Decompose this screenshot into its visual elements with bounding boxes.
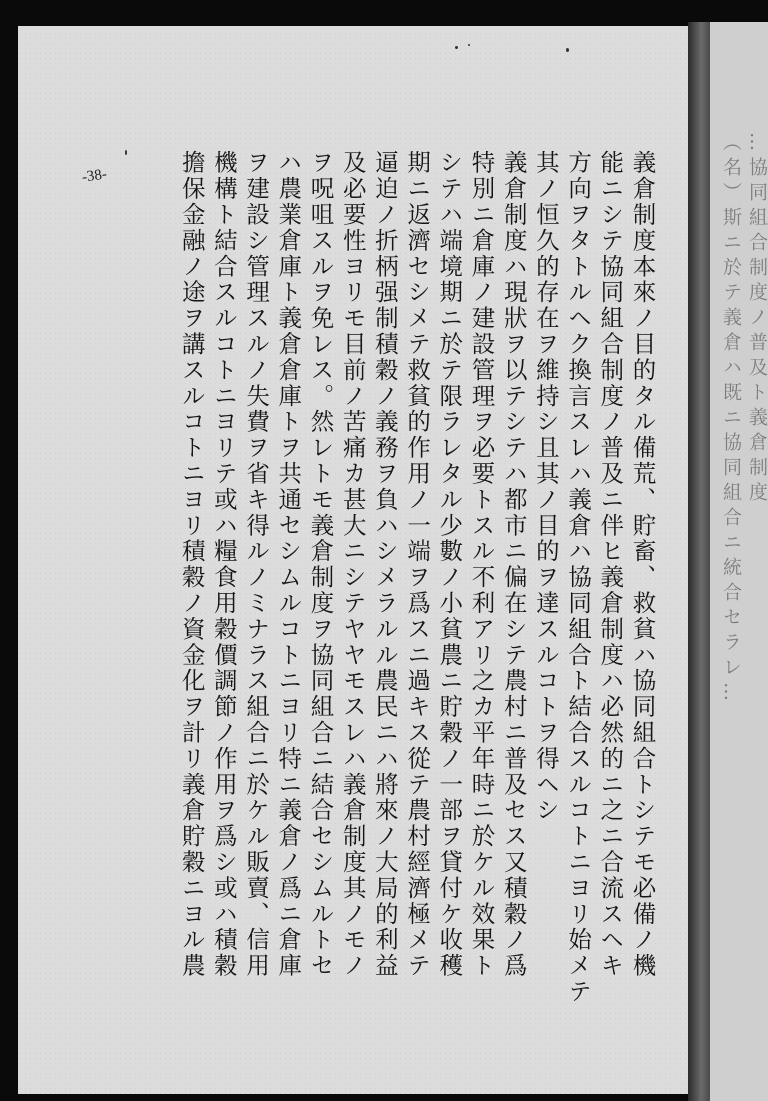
text-column: 方向ヲタトルヘク換言スレハ義倉ハ協同組合ト結合スルコトニヨリ始メテ xyxy=(564,150,593,1005)
text-column: 擔保金融ノ途ヲ講スルコトニヨリ積穀ノ資金化ヲ計リ義倉貯穀ニヨル農 xyxy=(177,150,206,979)
text-column: ハ農業倉庫ト義倉倉庫トヲ共通セシムルコトニヨリ特ニ義倉ノ爲ニ倉庫 xyxy=(274,150,303,979)
text-column: 機構ト結合スルコトニヨリテ或ハ糧食用穀價調節ノ作用ヲ爲シ或ハ積穀 xyxy=(209,150,238,979)
text-column: 特別ニ倉庫ノ建設管理ヲ必要トスル不利アリ之カ平年時ニ於ケル效果ト xyxy=(467,150,496,979)
ink-speck xyxy=(468,44,470,46)
text-column: 逼迫ノ折柄强制積穀ノ義務ヲ負ハシメラルル農民ニハ將來ノ大局的利益 xyxy=(370,150,399,979)
page-number: -38- xyxy=(80,166,108,186)
ink-speck xyxy=(125,150,127,155)
facing-page-text: …協同組合制度ノ普及ト義倉制度 xyxy=(746,132,768,507)
text-column: ヲ建設シ管理スルノ失費ヲ省キ得ルノミナラス組合ニ於ケル販賣、信用 xyxy=(242,150,271,979)
text-column: 其ノ恒久的存在ヲ維持シ且其ノ目的ヲ達スルコトヲ得ヘシ xyxy=(531,150,560,824)
text-column: ヲ呪咀スルヲ免レス。然レトモ義倉制度ヲ協同組合ニ結合セシムルトセ xyxy=(306,150,335,979)
facing-page-text: （名）斯ニ於テ義倉ハ既ニ協同組合ニ統合セラレ… xyxy=(720,132,742,707)
book-gutter xyxy=(688,22,710,1101)
text-column: 義倉制度ハ現狀ヲ以テシテハ都市ニ偏在シテ農村ニ普及セス又積穀ノ爲 xyxy=(499,150,528,979)
ink-speck xyxy=(566,48,569,52)
text-column: 及必要性ヨリモ目前ノ苦痛カ甚大ニシテヤヤモスレハ義倉制度其ノモノ xyxy=(338,150,367,979)
text-column: 義倉制度本來ノ目的タル備荒、貯畜、救貧ハ協同組合トシテモ必備ノ機 xyxy=(628,150,657,979)
ink-speck xyxy=(455,46,458,49)
text-column: シテハ端境期ニ於テ限ラレタル少數ノ小貧農ニ貯穀ノ一部ヲ貸付ケ收穫 xyxy=(435,150,464,979)
text-column: 期ニ返濟セシメテ救貧的作用ノ一端ヲ爲スニ過キス從テ農村經濟極メテ xyxy=(403,150,432,979)
text-column: 能ニシテ協同組合制度ノ普及ニ伴ヒ義倉制度ハ必然的ニ之ニ合流スヘキ xyxy=(596,150,625,979)
